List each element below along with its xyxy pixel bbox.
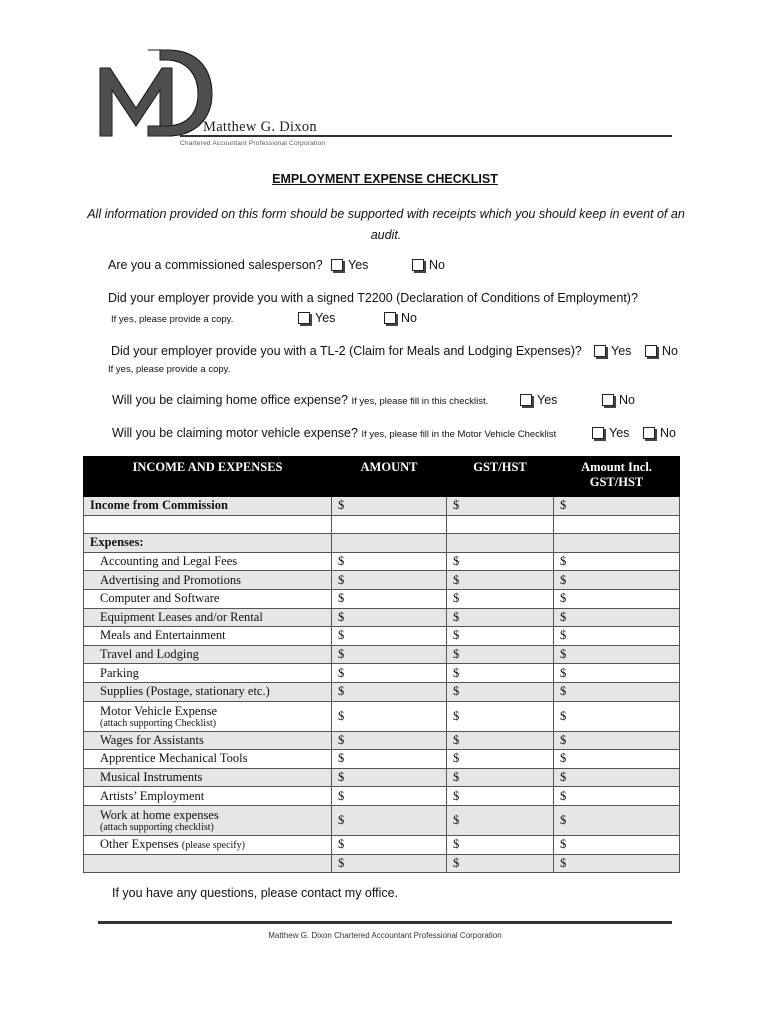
expense-label: Wages for Assistants bbox=[84, 731, 332, 750]
header-amount-incl: Amount Incl. GST/HST bbox=[554, 457, 680, 497]
amount-cell[interactable] bbox=[554, 497, 680, 516]
specify-cell[interactable] bbox=[84, 854, 332, 873]
question-t2200-note: If yes, please provide a copy. bbox=[111, 314, 234, 325]
amount-cell[interactable] bbox=[447, 731, 554, 750]
currency-symbol: $ bbox=[338, 812, 345, 827]
amount-cell[interactable] bbox=[332, 854, 447, 873]
table-row bbox=[84, 645, 680, 664]
currency-symbol: $ bbox=[560, 855, 567, 870]
amount-cell[interactable] bbox=[332, 731, 447, 750]
amount-cell[interactable] bbox=[332, 552, 447, 571]
header-gst-hst: GST/HST bbox=[447, 457, 554, 497]
amount-cell[interactable] bbox=[332, 701, 447, 731]
currency-symbol: $ bbox=[338, 855, 345, 870]
currency-symbol: $ bbox=[338, 609, 345, 624]
amount-cell[interactable] bbox=[554, 805, 680, 835]
currency-symbol: $ bbox=[338, 837, 345, 852]
checkbox-icon[interactable] bbox=[520, 394, 532, 406]
currency-symbol: $ bbox=[338, 647, 345, 662]
table-row bbox=[84, 787, 680, 806]
table-row bbox=[84, 627, 680, 646]
question-motor-vehicle: Will you be claiming motor vehicle expense? If yes, please fill in the Motor Vehicle Checklist bbox=[112, 426, 557, 440]
expense-note: (attach supporting Checklist) bbox=[100, 717, 217, 729]
currency-symbol: $ bbox=[560, 665, 567, 680]
currency-symbol: $ bbox=[453, 732, 460, 747]
amount-cell[interactable] bbox=[447, 627, 554, 646]
currency-symbol: $ bbox=[453, 855, 460, 870]
q1-no-option[interactable]: No bbox=[412, 258, 445, 272]
currency-symbol: $ bbox=[560, 498, 567, 513]
currency-symbol: $ bbox=[453, 837, 460, 852]
empty-cell[interactable] bbox=[554, 515, 680, 534]
firm-name: Matthew G. Dixon bbox=[203, 119, 317, 135]
amount-cell[interactable] bbox=[447, 854, 554, 873]
expense-label: Accounting and Legal Fees bbox=[84, 552, 332, 571]
currency-symbol: $ bbox=[453, 665, 460, 680]
currency-symbol: $ bbox=[453, 788, 460, 803]
expense-label: Meals and Entertainment bbox=[84, 627, 332, 646]
amount-cell[interactable] bbox=[447, 608, 554, 627]
firm-subtitle: Chartered Accountant Professional Corporation bbox=[180, 140, 326, 147]
currency-symbol: $ bbox=[453, 591, 460, 606]
table-row bbox=[84, 750, 680, 769]
q3-no-option[interactable]: No bbox=[645, 344, 678, 358]
table-row-expenses-header bbox=[84, 534, 680, 553]
currency-symbol: $ bbox=[338, 554, 345, 569]
table-row bbox=[84, 608, 680, 627]
currency-symbol: $ bbox=[560, 837, 567, 852]
currency-symbol: $ bbox=[560, 554, 567, 569]
checkbox-icon[interactable] bbox=[643, 427, 655, 439]
currency-symbol: $ bbox=[453, 708, 460, 723]
q4-no-option[interactable]: No bbox=[602, 393, 635, 407]
checkbox-icon[interactable] bbox=[412, 259, 424, 271]
header-amount: AMOUNT bbox=[332, 457, 447, 497]
amount-cell[interactable] bbox=[447, 805, 554, 835]
amount-cell[interactable] bbox=[447, 787, 554, 806]
expense-label: Artists’ Employment bbox=[84, 787, 332, 806]
amount-cell[interactable] bbox=[332, 682, 447, 701]
page-title: EMPLOYMENT EXPENSE CHECKLIST bbox=[272, 172, 498, 186]
amount-cell[interactable] bbox=[554, 627, 680, 646]
amount-cell[interactable] bbox=[332, 497, 447, 516]
table-row bbox=[84, 682, 680, 701]
amount-cell[interactable] bbox=[447, 701, 554, 731]
question-home-office-note: If yes, please fill in this checklist. bbox=[351, 396, 489, 407]
currency-symbol: $ bbox=[338, 591, 345, 606]
table-row bbox=[84, 731, 680, 750]
amount-cell[interactable] bbox=[332, 835, 447, 854]
table-row bbox=[84, 664, 680, 683]
amount-cell[interactable] bbox=[332, 664, 447, 683]
header-income-expenses: INCOME AND EXPENSES bbox=[84, 457, 332, 497]
amount-cell[interactable] bbox=[554, 608, 680, 627]
currency-symbol: $ bbox=[560, 770, 567, 785]
checkbox-icon[interactable] bbox=[602, 394, 614, 406]
amount-cell[interactable] bbox=[554, 552, 680, 571]
currency-symbol: $ bbox=[453, 647, 460, 662]
q5-no-option[interactable]: No bbox=[643, 426, 676, 440]
expense-label: Motor Vehicle Expense (attach supporting Checklist) bbox=[84, 701, 332, 731]
table-row bbox=[84, 589, 680, 608]
amount-cell[interactable] bbox=[554, 645, 680, 664]
amount-cell[interactable] bbox=[554, 835, 680, 854]
currency-symbol: $ bbox=[560, 647, 567, 662]
table-row bbox=[84, 571, 680, 590]
currency-symbol: $ bbox=[560, 751, 567, 766]
amount-cell[interactable] bbox=[554, 664, 680, 683]
income-label: Income from Commission bbox=[84, 497, 332, 516]
table-row-blank bbox=[84, 515, 680, 534]
empty-cell[interactable] bbox=[447, 534, 554, 553]
q2-no-option[interactable]: No bbox=[384, 311, 417, 325]
currency-symbol: $ bbox=[560, 812, 567, 827]
currency-symbol: $ bbox=[338, 572, 345, 587]
currency-symbol: $ bbox=[560, 591, 567, 606]
question-t2200: Did your employer provide you with a signed T2200 (Declaration of Conditions of Employment)? bbox=[108, 291, 638, 305]
expense-label: Parking bbox=[84, 664, 332, 683]
amount-cell[interactable] bbox=[332, 787, 447, 806]
currency-symbol: $ bbox=[560, 732, 567, 747]
currency-symbol: $ bbox=[453, 751, 460, 766]
checkbox-icon[interactable] bbox=[331, 259, 343, 271]
expense-table bbox=[83, 456, 680, 873]
question-tl2-note: If yes, please provide a copy. bbox=[108, 364, 231, 375]
currency-symbol: $ bbox=[453, 628, 460, 643]
expense-label: Apprentice Mechanical Tools bbox=[84, 750, 332, 769]
amount-cell[interactable] bbox=[332, 608, 447, 627]
checkbox-icon[interactable] bbox=[298, 312, 310, 324]
amount-cell[interactable] bbox=[447, 750, 554, 769]
currency-symbol: $ bbox=[338, 628, 345, 643]
currency-symbol: $ bbox=[338, 498, 345, 513]
contact-text: If you have any questions, please contact my office. bbox=[112, 886, 399, 900]
checkbox-icon[interactable] bbox=[592, 427, 604, 439]
firm-logo bbox=[96, 46, 216, 142]
expense-label: Work at home expenses (attach supporting checklist) bbox=[84, 805, 332, 835]
currency-symbol: $ bbox=[453, 609, 460, 624]
currency-symbol: $ bbox=[453, 684, 460, 699]
question-tl2: Did your employer provide you with a TL-2 (Claim for Meals and Lodging Expenses)? bbox=[111, 344, 582, 358]
amount-cell[interactable] bbox=[554, 731, 680, 750]
q2-yes-option[interactable]: Yes bbox=[298, 311, 335, 325]
q5-yes-option[interactable]: Yes bbox=[592, 426, 629, 440]
amount-cell[interactable] bbox=[554, 768, 680, 787]
amount-cell[interactable] bbox=[554, 571, 680, 590]
expense-note: (please specify) bbox=[181, 840, 245, 852]
table-row bbox=[84, 552, 680, 571]
amount-cell[interactable] bbox=[332, 750, 447, 769]
amount-cell[interactable] bbox=[447, 682, 554, 701]
amount-cell[interactable] bbox=[554, 682, 680, 701]
empty-cell[interactable] bbox=[447, 515, 554, 534]
amount-cell[interactable] bbox=[554, 750, 680, 769]
currency-symbol: $ bbox=[453, 554, 460, 569]
question-motor-vehicle-note: If yes, please fill in the Motor Vehicle Checklist bbox=[361, 429, 557, 440]
amount-cell[interactable] bbox=[554, 701, 680, 731]
currency-symbol: $ bbox=[338, 708, 345, 723]
amount-cell[interactable] bbox=[447, 552, 554, 571]
currency-symbol: $ bbox=[453, 572, 460, 587]
amount-cell[interactable] bbox=[332, 589, 447, 608]
q3-yes-option[interactable]: Yes bbox=[594, 344, 631, 358]
amount-cell[interactable] bbox=[332, 645, 447, 664]
empty-cell[interactable] bbox=[332, 534, 447, 553]
currency-symbol: $ bbox=[453, 770, 460, 785]
header-rule bbox=[180, 135, 672, 137]
table-header-row bbox=[84, 457, 680, 497]
currency-symbol: $ bbox=[560, 788, 567, 803]
checkbox-icon[interactable] bbox=[384, 312, 396, 324]
q1-yes-option[interactable]: Yes bbox=[331, 258, 368, 272]
currency-symbol: $ bbox=[338, 684, 345, 699]
expense-label: Other Expenses (please specify) bbox=[84, 835, 332, 854]
table-row bbox=[84, 805, 680, 835]
amount-cell[interactable] bbox=[447, 664, 554, 683]
checkbox-icon[interactable] bbox=[594, 345, 606, 357]
question-commissioned: Are you a commissioned salesperson? bbox=[108, 258, 323, 272]
table-row-other-specify bbox=[84, 854, 680, 873]
currency-symbol: $ bbox=[560, 628, 567, 643]
currency-symbol: $ bbox=[453, 498, 460, 513]
table-row bbox=[84, 835, 680, 854]
intro-text: All information provided on this form should be supported with receipts which you should keep in event of an audit. bbox=[87, 207, 685, 242]
amount-cell[interactable] bbox=[447, 589, 554, 608]
empty-cell[interactable] bbox=[84, 515, 332, 534]
currency-symbol: $ bbox=[338, 665, 345, 680]
amount-cell[interactable] bbox=[554, 589, 680, 608]
footer-text: Matthew G. Dixon Chartered Accountant Professional Corporation bbox=[268, 931, 502, 940]
table-row-income bbox=[84, 497, 680, 516]
currency-symbol: $ bbox=[338, 751, 345, 766]
amount-cell[interactable] bbox=[447, 497, 554, 516]
amount-cell[interactable] bbox=[554, 854, 680, 873]
table-row bbox=[84, 701, 680, 731]
expense-label: Computer and Software bbox=[84, 589, 332, 608]
amount-cell[interactable] bbox=[332, 571, 447, 590]
expense-label: Musical Instruments bbox=[84, 768, 332, 787]
amount-cell[interactable] bbox=[447, 645, 554, 664]
q4-yes-option[interactable]: Yes bbox=[520, 393, 557, 407]
empty-cell[interactable] bbox=[332, 515, 447, 534]
amount-cell[interactable] bbox=[332, 768, 447, 787]
amount-cell[interactable] bbox=[447, 768, 554, 787]
expense-label: Equipment Leases and/or Rental bbox=[84, 608, 332, 627]
currency-symbol: $ bbox=[560, 684, 567, 699]
currency-symbol: $ bbox=[560, 609, 567, 624]
currency-symbol: $ bbox=[560, 572, 567, 587]
question-home-office: Will you be claiming home office expense? If yes, please fill in this checklist. bbox=[112, 393, 489, 407]
expense-label: Travel and Lodging bbox=[84, 645, 332, 664]
amount-cell[interactable] bbox=[332, 805, 447, 835]
currency-symbol: $ bbox=[453, 812, 460, 827]
amount-cell[interactable] bbox=[554, 787, 680, 806]
currency-symbol: $ bbox=[560, 708, 567, 723]
currency-symbol: $ bbox=[338, 788, 345, 803]
checkbox-icon[interactable] bbox=[645, 345, 657, 357]
amount-cell[interactable] bbox=[447, 835, 554, 854]
currency-symbol: $ bbox=[338, 770, 345, 785]
currency-symbol: $ bbox=[338, 732, 345, 747]
table-row bbox=[84, 768, 680, 787]
expense-label: Advertising and Promotions bbox=[84, 571, 332, 590]
empty-cell[interactable] bbox=[554, 534, 680, 553]
amount-cell[interactable] bbox=[447, 571, 554, 590]
amount-cell[interactable] bbox=[332, 627, 447, 646]
expense-label: Supplies (Postage, stationary etc.) bbox=[84, 682, 332, 701]
footer-rule bbox=[98, 921, 672, 924]
expenses-label: Expenses: bbox=[84, 534, 332, 553]
expense-note: (attach supporting checklist) bbox=[100, 821, 214, 833]
